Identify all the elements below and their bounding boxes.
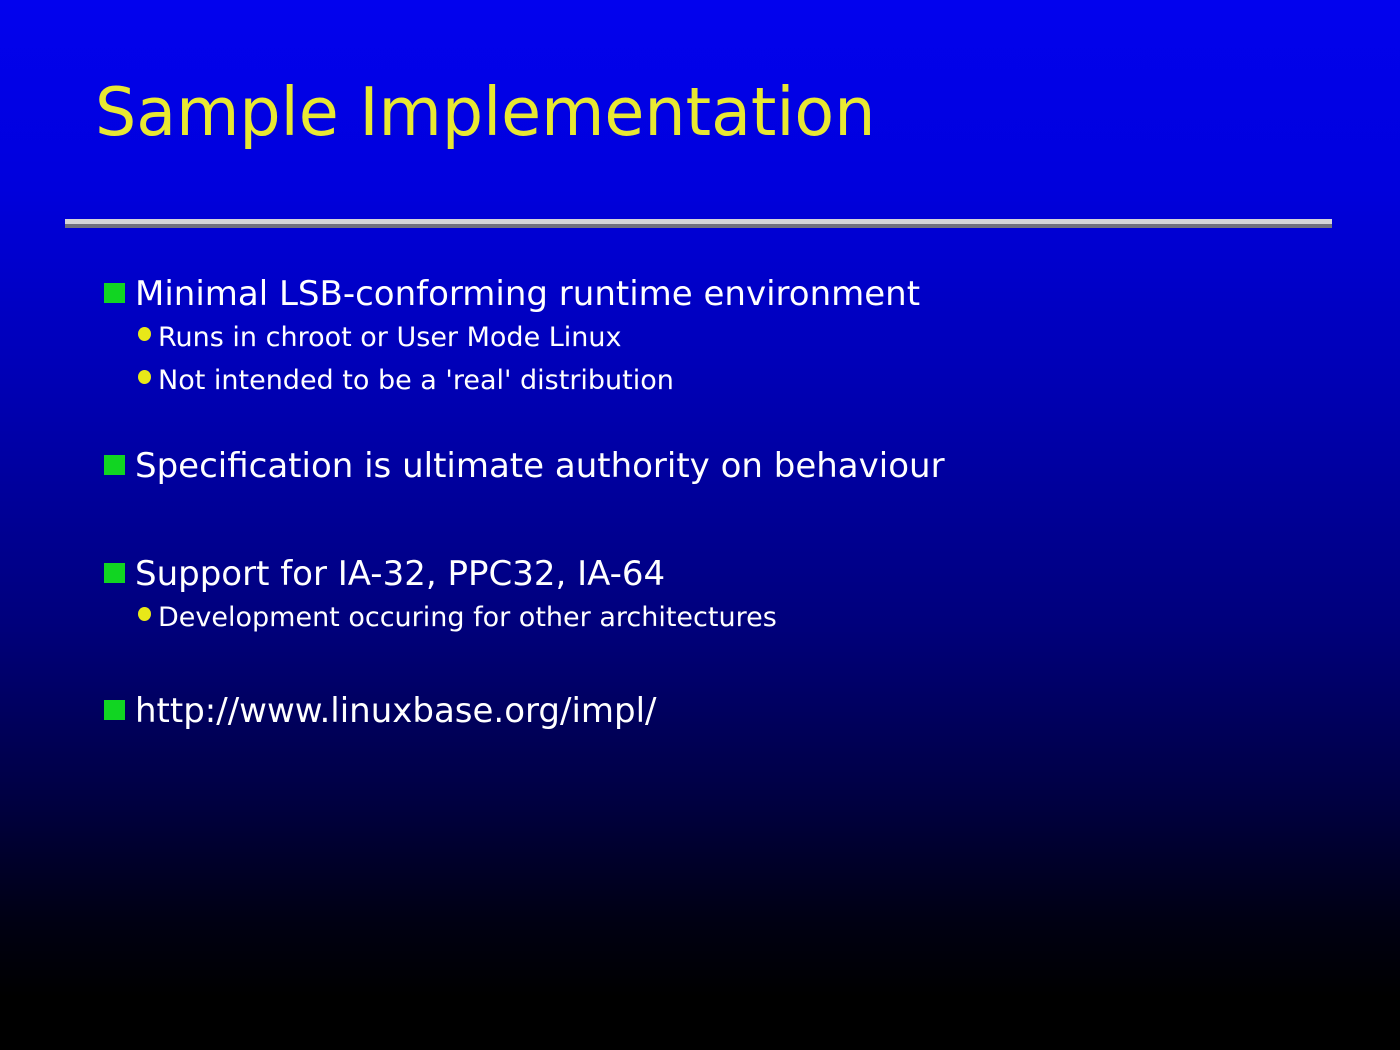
sub-bullet-text: Not intended to be a 'real' distribution [158,365,674,396]
bullet-group [104,552,1334,639]
bullet-text: Minimal LSB-conforming runtime environment [135,274,921,314]
title-divider-rule [65,219,1332,228]
sub-bullet-text: Development occuring for other architectures [158,602,777,633]
green-square-bullet-icon [104,563,125,583]
bullet-item [104,272,1334,316]
sub-bullet-item [138,359,1334,402]
bullet-group [104,689,1334,733]
bullet-item [104,689,1334,733]
bullet-item [104,552,1334,596]
bullet-group [104,444,1334,488]
yellow-dot-bullet-icon [138,607,151,621]
yellow-dot-bullet-icon [138,327,151,341]
green-square-bullet-icon [104,700,125,720]
sub-bullet-item [138,596,1334,639]
bullet-text: Specification is ultimate authority on behaviour [135,446,945,486]
divider-dark-band [65,224,1332,228]
sub-bullet-item [138,316,1334,359]
yellow-dot-bullet-icon [138,370,151,384]
bullet-item [104,444,1334,488]
bullet-text: Support for IA-32, PPC32, IA-64 [135,554,666,594]
sub-bullet-text: Runs in chroot or User Mode Linux [158,322,622,353]
bullet-text: http://www.linuxbase.org/impl/ [135,691,657,731]
green-square-bullet-icon [104,455,125,475]
bullet-list [104,272,1334,733]
slide-title: Sample Implementation [95,73,876,151]
green-square-bullet-icon [104,283,125,303]
bullet-group [104,272,1334,402]
sub-bullet-list [104,316,1334,402]
sub-bullet-list [104,596,1334,639]
